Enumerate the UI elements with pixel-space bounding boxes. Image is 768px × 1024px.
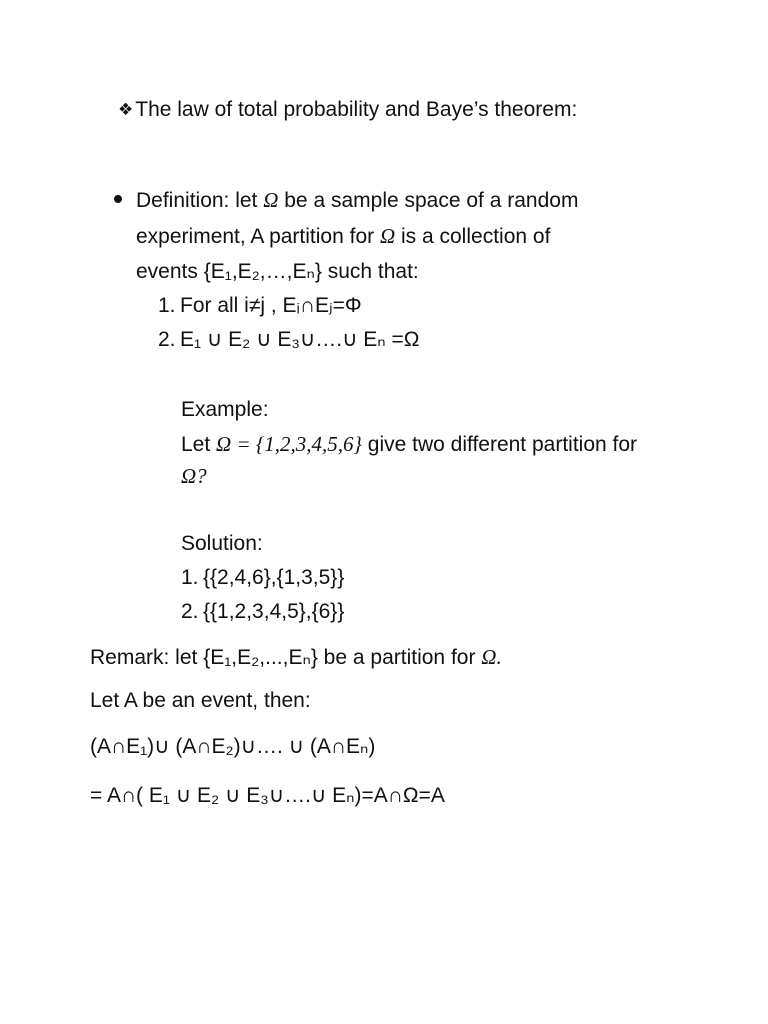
remark-text: Remark: let {E₁,E₂,...,Eₙ} be a partition for [90,646,482,669]
definition-text: Definition: let [136,189,264,212]
solution-item-2 [181,598,344,626]
example-text: Let [181,433,217,456]
remark-line-4: = A∩( E₁ ∪ E₂ ∪ E₃∪….∪ Eₙ)=A∩Ω=A [90,784,445,807]
solution-label: Solution: [181,532,263,555]
diamond-bullet-icon: ❖ [118,100,134,119]
heading-text: The law of total probability and Baye’s theorem: [135,98,578,121]
example-line-2: Ω? [181,464,207,488]
remark-line-2: Let A be an event, then: [90,689,311,712]
remark-line-3: (A∩E₁)∪ (A∩E₂)∪…. ∪ (A∩Eₙ) [90,735,376,758]
section-heading [118,96,577,124]
example-line-1 [181,430,637,459]
definition-item-1 [158,292,362,320]
remark-line-1 [90,643,502,672]
definition-line-1 [114,186,578,215]
set-expression: Ω = {1,2,3,4,5,6} [216,432,362,456]
definition-text: be a sample space of a random [278,189,579,212]
example-text: give two different partition for [361,433,638,456]
omega-symbol: Ω [379,224,396,248]
omega-symbol: Ω. [481,645,502,669]
omega-symbol: Ω [263,188,279,212]
definition-text: experiment, A partition for [136,225,380,248]
example-label: Example: [181,398,269,421]
list-item-text: {{2,4,6},{1,3,5}} [203,566,345,589]
definition-item-2 [158,326,419,354]
solution-item-1 [181,564,344,592]
list-number: 2. [158,328,176,351]
list-item-text: {{1,2,3,4,5},{6}} [203,600,345,623]
list-item-text: E₁ ∪ E₂ ∪ E₃∪….∪ Eₙ =Ω [180,328,420,351]
definition-line-2 [136,222,550,251]
bullet-icon [114,195,122,203]
list-number: 2. [181,600,199,623]
definition-text: is a collection of [395,225,551,248]
list-number: 1. [158,294,176,317]
definition-line-3: events {E₁,E₂,…,Eₙ} such that: [136,260,419,283]
list-number: 1. [181,566,199,589]
list-item-text: For all i≠j , Eᵢ∩Eⱼ=Φ [180,294,362,317]
